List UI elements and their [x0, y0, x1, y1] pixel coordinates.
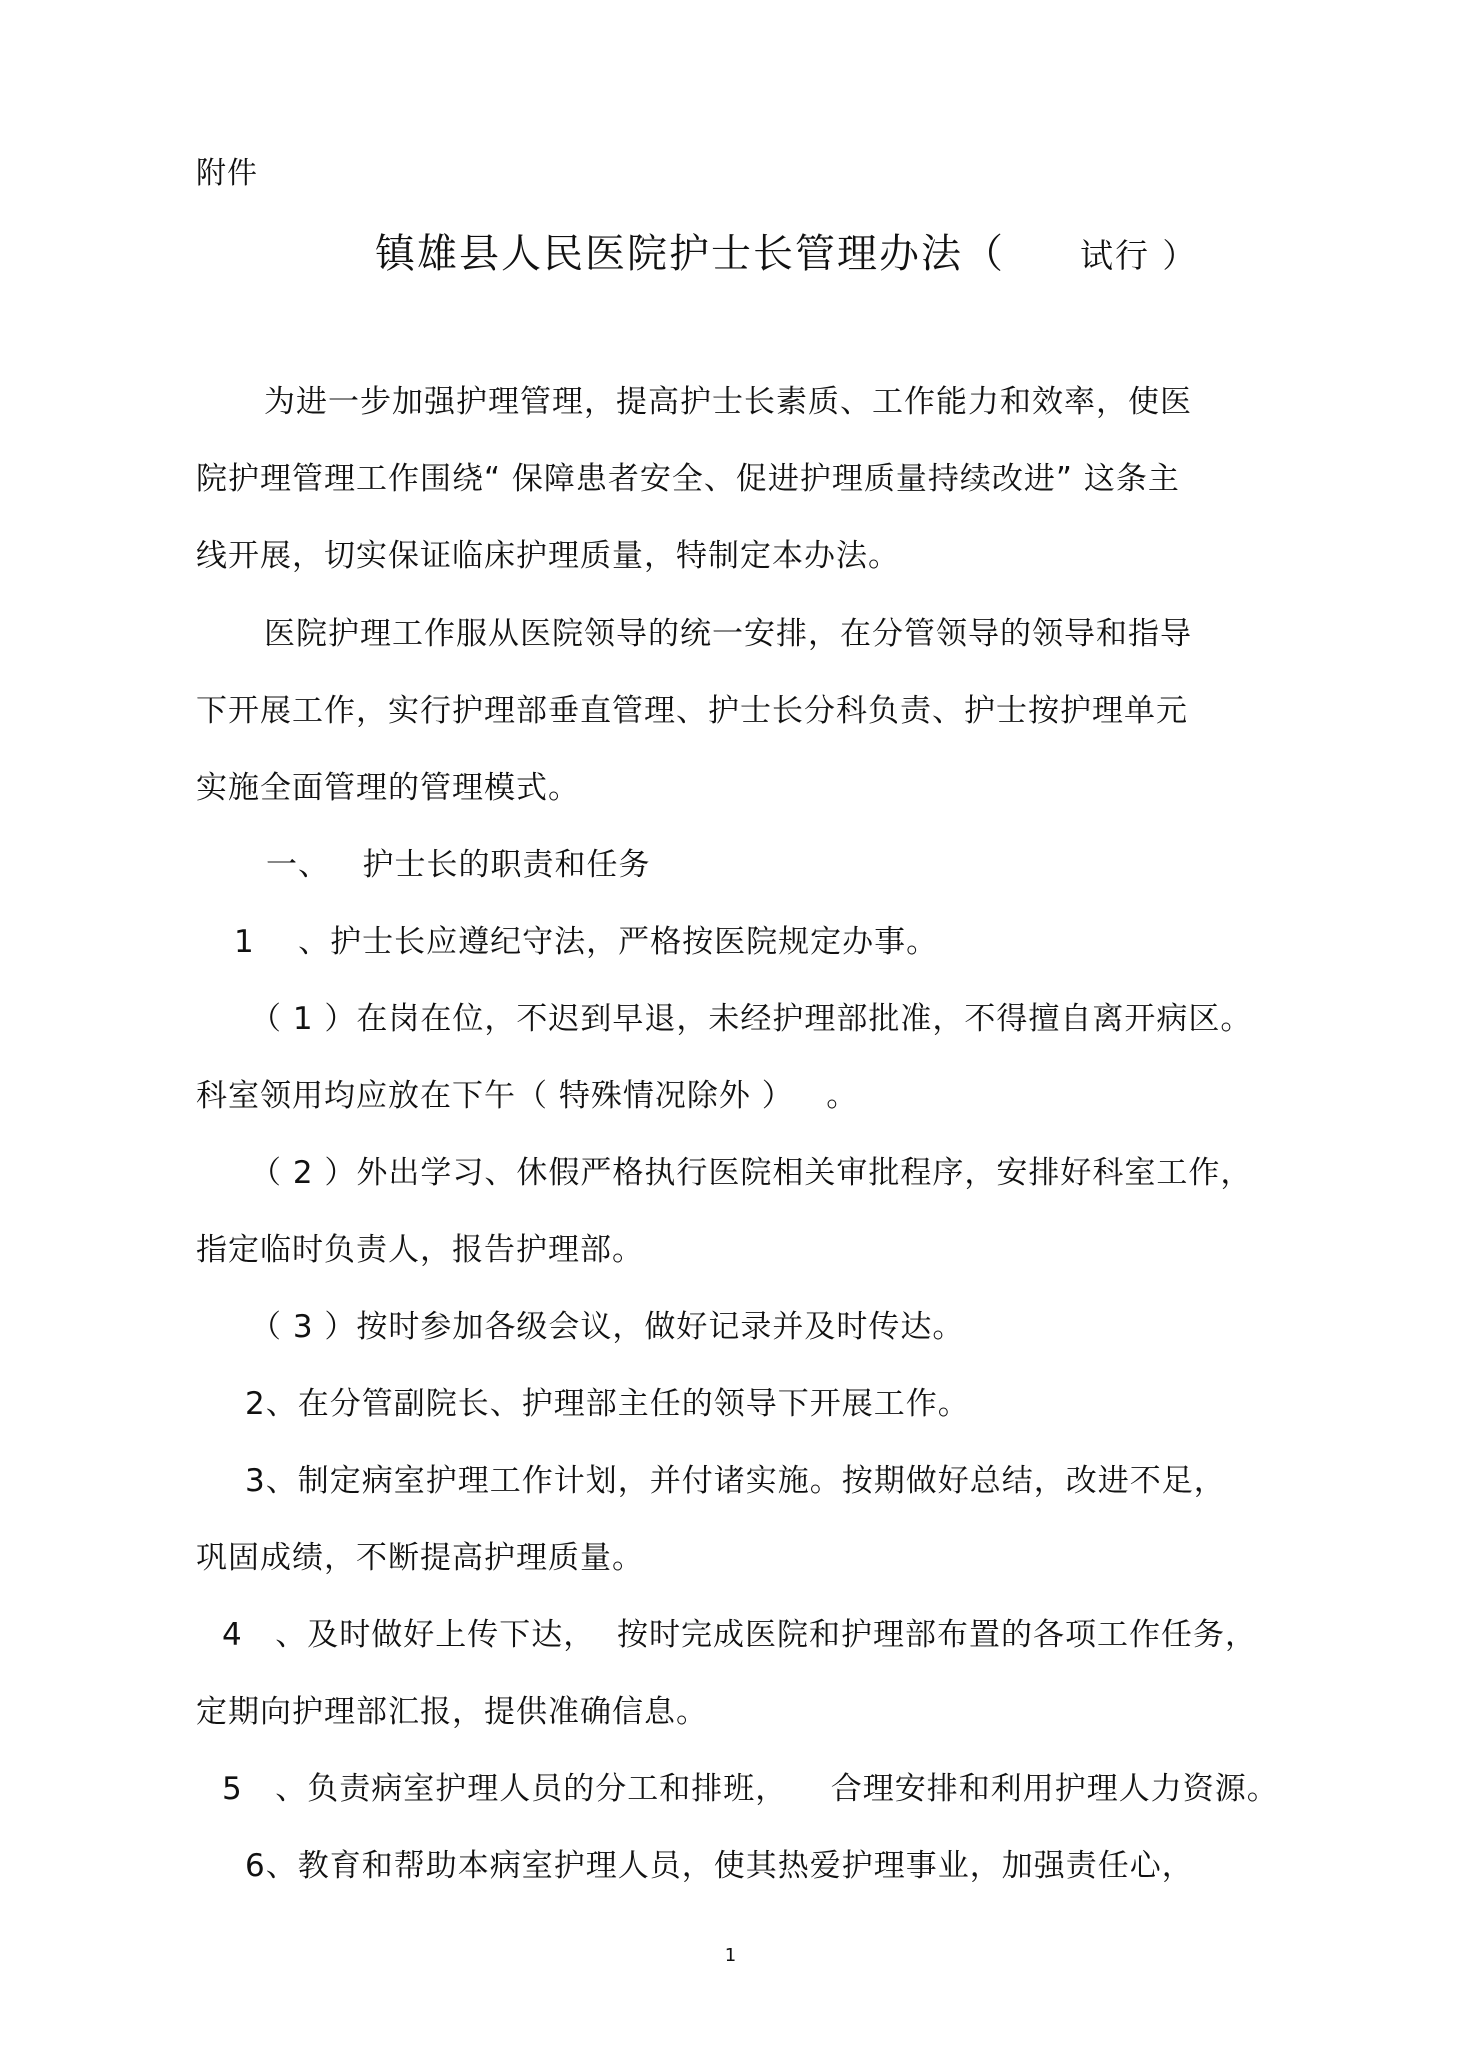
list-item: 3、制定病室护理工作计划，并付诸实施。按期做好总结，改进不足，: [245, 1463, 1226, 1499]
page-title: [375, 228, 1197, 282]
list-item: （ 3 ）按时参加各级会议，做好记录并及时传达。: [250, 1309, 965, 1345]
list-item: 5 、负责病室护理人员的分工和排班， 合理安排和利用护理人力资源。: [222, 1771, 1279, 1807]
list-item: 6、教育和帮助本病室护理人员，使其热爱护理事业，加强责任心，: [245, 1848, 1194, 1884]
paragraph-line: 指定临时负责人，报告护理部。: [196, 1232, 644, 1268]
paragraph-line: 定期向护理部汇报，提供准确信息。: [196, 1694, 708, 1730]
list-item: 4 、及时做好上传下达， 按时完成医院和护理部布置的各项工作任务，: [222, 1617, 1257, 1653]
paragraph-line: 线开展，切实保证临床护理质量，特制定本办法。: [196, 538, 900, 574]
page-number: 1: [724, 1945, 737, 1966]
list-item: （ 2 ）外出学习、休假严格执行医院相关审批程序，安排好科室工作，: [250, 1155, 1253, 1191]
title-note: 试行 ）: [1005, 236, 1198, 275]
paragraph-line: 巩固成绩，不断提高护理质量。: [196, 1540, 644, 1576]
section-heading: 一、 护士长的职责和任务: [266, 847, 651, 883]
list-item: 1 、护士长应遵纪守法，严格按医院规定办事。: [234, 924, 939, 960]
list-item: 2、在分管副院长、护理部主任的领导下开展工作。: [245, 1386, 970, 1422]
paragraph-line: 医院护理工作服从医院领导的统一安排，在分管领导的领导和指导: [264, 616, 1192, 652]
paragraph-line: 院护理管理工作围绕“ 保障患者安全、促进护理质量持续改进” 这条主: [196, 461, 1180, 497]
paragraph-line: 科室领用均应放在下午（ 特殊情况除外 ） 。: [196, 1078, 859, 1114]
list-item: （ 1 ）在岗在位，不迟到早退，未经护理部批准，不得擅自离开病区。: [250, 1001, 1253, 1037]
attachment-label: 附件: [196, 156, 258, 191]
paragraph-line: 实施全面管理的管理模式。: [196, 770, 580, 806]
paragraph-line: 为进一步加强护理管理，提高护士长素质、工作能力和效率，使医: [264, 384, 1192, 420]
title-main: 镇雄县人民医院护士长管理办法（: [375, 231, 1005, 277]
paragraph-line: 下开展工作，实行护理部垂直管理、护士长分科负责、护士按护理单元: [196, 693, 1188, 729]
